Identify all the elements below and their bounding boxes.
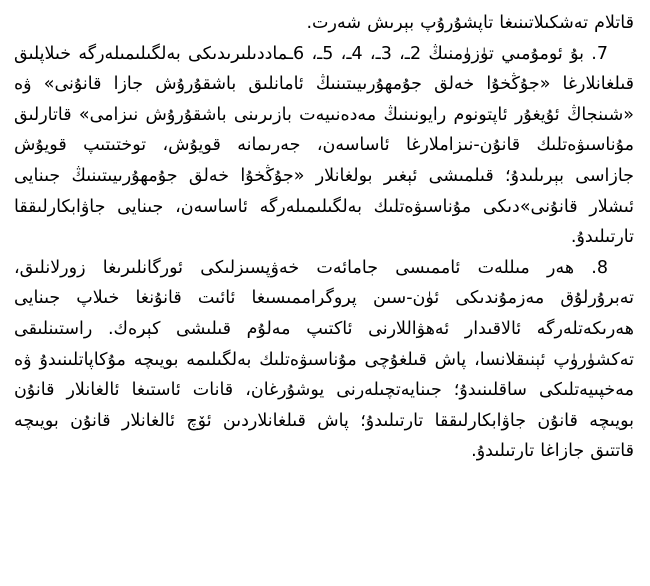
paragraph-article-8: 8. ھەر مىللەت ئاممىسى جامائەت خەۋپسىزلىكى ئورگانلىرىغا زورلانلىق، تەبرۇرلۇق مەزمۇندىكى ئۈن-سىن پروگراممىسىغا ئائىت قانۇنغا خىلاپ جىنايى ھەرىكەتلەرگە ئالاقىدار ئەھۋاللارنى ئاكتىپ مەلۇم قىلىشى كېرەك. راستىنلىقى تەكشۈرۈپ ئېنىقلانسا، پاش قىلغۇچى مۇناسىۋەتلىك بەلگىلىمە بويىچە مۇكاپاتلىنىدۇ ۋە مەخپىيەتلىكى ساقلىنىدۇ؛ جىنايەتچىلەرنى يوشۇرغان، قانات ئاستىغا ئالغانلار قانۇن بويىچە قانۇن جاۋابكارلىققا تارتىلىدۇ؛ پاش قىلغانلاردىن ئۆچ ئالغانلار قانۇن بويىچە قاتتىق جازاغا تارتىلىدۇ. (14, 257, 634, 462)
paragraph-continuation: قاتلام تەشكىلاتىنىغا تاپشۇرۇپ بېرىش شەرت. (306, 13, 634, 33)
paragraph-article-7: 7. بۇ ئومۇمىي تۈزۈمنىڭ 2ـ، 3ـ، 4ـ، 5ـ، 6ـماددىلىرىدىكى بەلگىلىمىلەرگە خىلاپلىق قىلغانلارغا «جۇڭخۇا خەلق جۇمھۇرىيىتىنىڭ ئامانلىق باشقۇرۇش جازا قانۇنى» ۋە «شىنجاڭ ئۇيغۇر ئاپتونوم رايونىنىڭ مەدەنىيەت بازىرىنى باشقۇرۇش نىزامى» قاتارلىق مۇناسىۋەتلىك قانۇن-نىزاملارغا ئاساسەن، جەرىمانە قويۇش، توختىتىپ قويۇش جازاسى بېرىلىدۇ؛ قىلمىشى ئېغىر بولغانلار «جۇڭخۇا خەلق جۇمھۇرىيىتىنىڭ جىنايى ئىشلار قانۇنى»دىكى مۇناسىۋەتلىك بەلگىلىمىلەرگە ئاساسەن، جىنايى جاۋابكارلىققا تارتىلىدۇ. (14, 43, 634, 248)
